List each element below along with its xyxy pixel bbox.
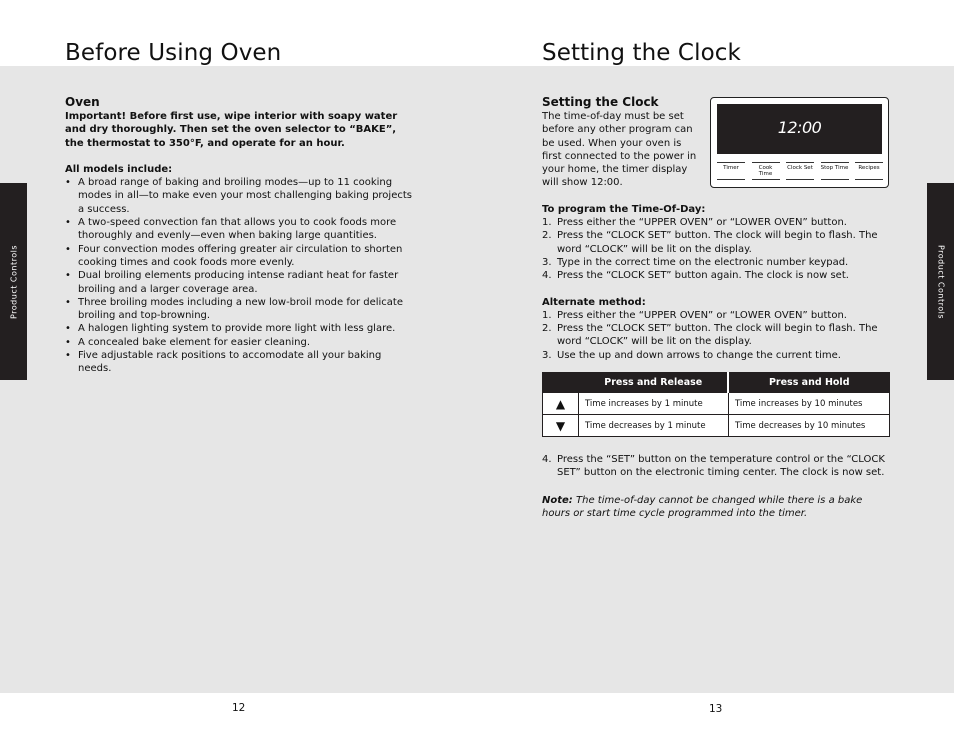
list-item: • A two-speed convection fan that allows you to cook foods more thoroughly and evenly—even when baking large quantities.: [65, 216, 415, 243]
stop-time-button: Stop Time: [821, 162, 849, 180]
clock-display-panel: [710, 97, 889, 188]
list-item: 2. Press the “CLOCK SET” button. The clock will begin to flash. The word “CLOCK” will be lit on the display.: [542, 323, 878, 348]
recipes-button: Recipes: [855, 162, 883, 180]
list-item: • Four convection modes offering greater air circulation to shorten cooking times and cook foods more evenly.: [65, 243, 415, 270]
after-table-content: [542, 453, 892, 520]
arrow-table: [542, 372, 890, 437]
important-notice: Important! Before first use, wipe interior with soapy water and dry thoroughly. Then set the oven selector to “BAKE”, the thermostat to 350°F, and operate for an hour.: [65, 111, 398, 149]
right-side-tab: [927, 183, 954, 380]
list-item: 4. Press the “CLOCK SET” button again. The clock is now set.: [542, 270, 849, 282]
right-page-title: Setting the Clock: [542, 40, 741, 66]
setting-clock-heading: Setting the Clock: [542, 95, 659, 109]
right-side-tab-label: Product Controls: [936, 244, 945, 319]
right-page-number: 13: [709, 703, 723, 715]
list-item: 3. Type in the correct time on the electronic number keypad.: [542, 256, 849, 268]
alternate-steps: [542, 309, 892, 362]
note-text: The time-of-day cannot be changed while there is a bake hours or start time cycle programmed into the timer.: [542, 494, 863, 519]
table-header-blank: [543, 373, 579, 393]
left-side-tab: [0, 183, 27, 380]
program-heading: To program the Time-Of-Day:: [542, 203, 706, 215]
table-cell: Time increases by 10 minutes: [728, 393, 889, 415]
intro-text: The time-of-day must be set before any other program can be used. When your oven is first connected to the power in your home, the timer display will show 12:00.: [542, 111, 697, 189]
program-steps: [542, 216, 892, 282]
alternate-heading: Alternate method:: [542, 296, 646, 308]
clock-time: 12:00: [777, 118, 822, 137]
note: [542, 494, 892, 521]
table-cell: Time increases by 1 minute: [579, 393, 729, 415]
table-cell: Time decreases by 10 minutes: [728, 415, 889, 437]
table-cell: Time decreases by 1 minute: [579, 415, 729, 437]
cook-time-button: Cook Time: [752, 162, 780, 180]
table-row: [543, 393, 890, 415]
list-item: • Dual broiling elements producing intense radiant heat for faster broiling and a larger coverage area.: [65, 269, 415, 296]
up-arrow-icon: ▲: [543, 393, 579, 415]
clock-buttons: [717, 162, 883, 180]
list-item: • Five adjustable rack positions to accomodate all your baking needs.: [65, 349, 415, 376]
clock-screen: [717, 104, 882, 154]
left-side-tab-label: Product Controls: [9, 244, 18, 319]
list-item: • A broad range of baking and broiling modes—up to 11 cooking modes in all—to make even your most challenging baking projects a success.: [65, 176, 415, 216]
left-page-number: 12: [232, 702, 246, 714]
list-item: 4. Press the “SET” button on the temperature control or the “CLOCK SET” button on the electronic timing center. The clock is now set.: [542, 454, 885, 479]
clock-set-button: Clock Set: [786, 162, 814, 180]
table-header-release: Press and Release: [579, 373, 729, 393]
list-item: • A concealed bake element for easier cleaning.: [65, 336, 415, 349]
oven-heading: Oven: [65, 95, 100, 109]
table-header-hold: Press and Hold: [728, 373, 889, 393]
left-page-title: Before Using Oven: [65, 40, 282, 66]
note-label: Note:: [542, 494, 573, 506]
down-arrow-icon: ▼: [543, 415, 579, 437]
list-item: 1. Press either the “UPPER OVEN” or “LOWER OVEN” button.: [542, 217, 847, 229]
list-item: • A halogen lighting system to provide more light with less glare.: [65, 322, 415, 335]
list-item: 1. Press either the “UPPER OVEN” or “LOWER OVEN” button.: [542, 309, 847, 321]
final-step: [542, 453, 892, 480]
list-item: 3. Use the up and down arrows to change the current time.: [542, 349, 841, 361]
list-item: • Three broiling modes including a new low-broil mode for delicate broiling and top-browning.: [65, 296, 415, 323]
timer-button: Timer: [717, 162, 745, 180]
models-heading: All models include:: [65, 163, 173, 175]
features-list: [65, 176, 415, 375]
table-row: [543, 415, 890, 437]
left-content: [65, 95, 415, 376]
list-item: 2. Press the “CLOCK SET” button. The clock will begin to flash. The word “CLOCK” will be lit on the display.: [542, 230, 878, 255]
